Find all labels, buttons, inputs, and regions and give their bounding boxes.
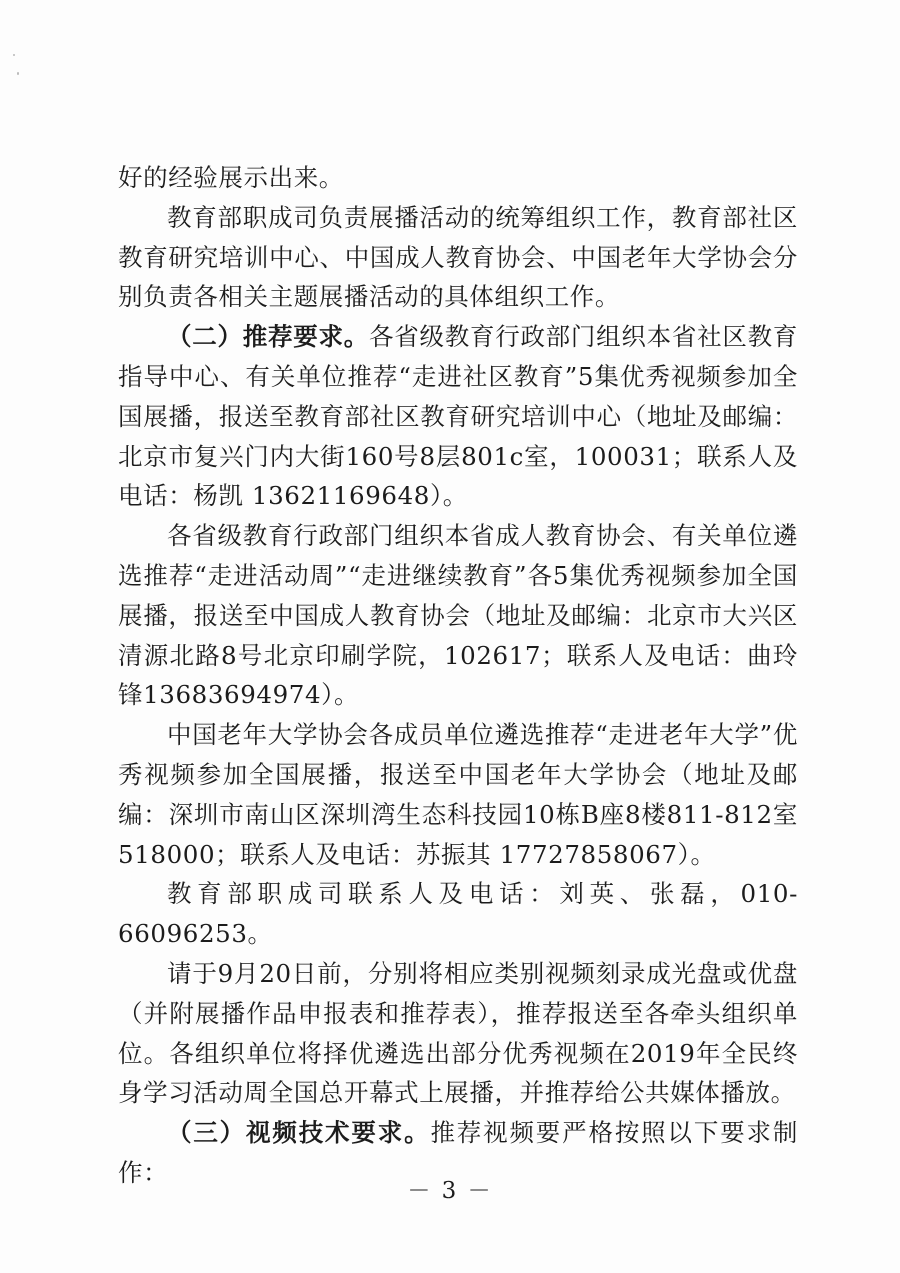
paragraph-adult-education bbox=[118, 516, 798, 715]
page-number: － 3 － bbox=[407, 1178, 493, 1204]
paragraph-text: 各省级教育行政部门组织本省成人教育协会、有关单位遴选推荐“走进活动周”“走进继续教育”各5集优秀视频参加全国展播，报送至中国成人教育协会（地址及邮编：北京市大兴区清源北路8号北京印刷学院，102617；联系人及电话：曲玲锋13683694974）。 bbox=[118, 521, 798, 710]
paragraph-text: 请于9月20日前，分别将相应类别视频刻录成光盘或优盘（并附展播作品申报表和推荐表），推荐报送至各牵头组织单位。各组织单位将择优遴选出部分优秀视频在2019年全民终身学习活动周全国总开幕式上展播，并推荐给公共媒体播放。 bbox=[118, 958, 798, 1108]
paragraph-senior-university bbox=[118, 715, 798, 874]
paragraph-text: 各省级教育行政部门组织本省社区教育指导中心、有关单位推荐“走进社区教育”5集优秀视频参加全国展播，报送至教育部社区教育研究培训中心（地址及邮编：北京市复兴门内大街160号8层801c室，100031；联系人及电话：杨凯 13621169648）。 bbox=[118, 322, 798, 511]
paragraph-text: 中国老年大学协会各成员单位遴选推荐“走进老年大学”优秀视频参加全国展播，报送至中国老年大学协会（地址及邮编：深圳市南山区深圳湾生态科技园10栋B座8楼811-812室518000；联系人及电话：苏振其 17727858067）。 bbox=[118, 720, 798, 869]
paragraph-deadline bbox=[118, 954, 798, 1113]
scan-speck bbox=[13, 54, 15, 56]
paragraph-text: 好的经验展示出来。 bbox=[118, 163, 344, 192]
document-body bbox=[118, 158, 798, 1193]
paragraph-ministry-contact bbox=[118, 874, 798, 954]
paragraph-text: 教育部职成司负责展播活动的统筹组织工作，教育部社区教育研究培训中心、中国成人教育协会、中国老年大学协会分别负责各相关主题展播活动的具体组织工作。 bbox=[118, 202, 798, 312]
scan-speck bbox=[17, 72, 19, 75]
section-heading: （二）推荐要求。 bbox=[167, 322, 369, 352]
paragraph-text: 推荐视频要严格按照以下要求制作： bbox=[118, 1118, 798, 1187]
paragraph-text: 教育部职成司联系人及电话：刘英、张磊，010-66096253。 bbox=[118, 879, 798, 949]
paragraph-organization bbox=[118, 198, 798, 317]
paragraph-continuation bbox=[118, 158, 798, 198]
paragraph-recommendation-requirements bbox=[118, 317, 798, 516]
section-heading: （三）视频技术要求。 bbox=[167, 1118, 431, 1148]
